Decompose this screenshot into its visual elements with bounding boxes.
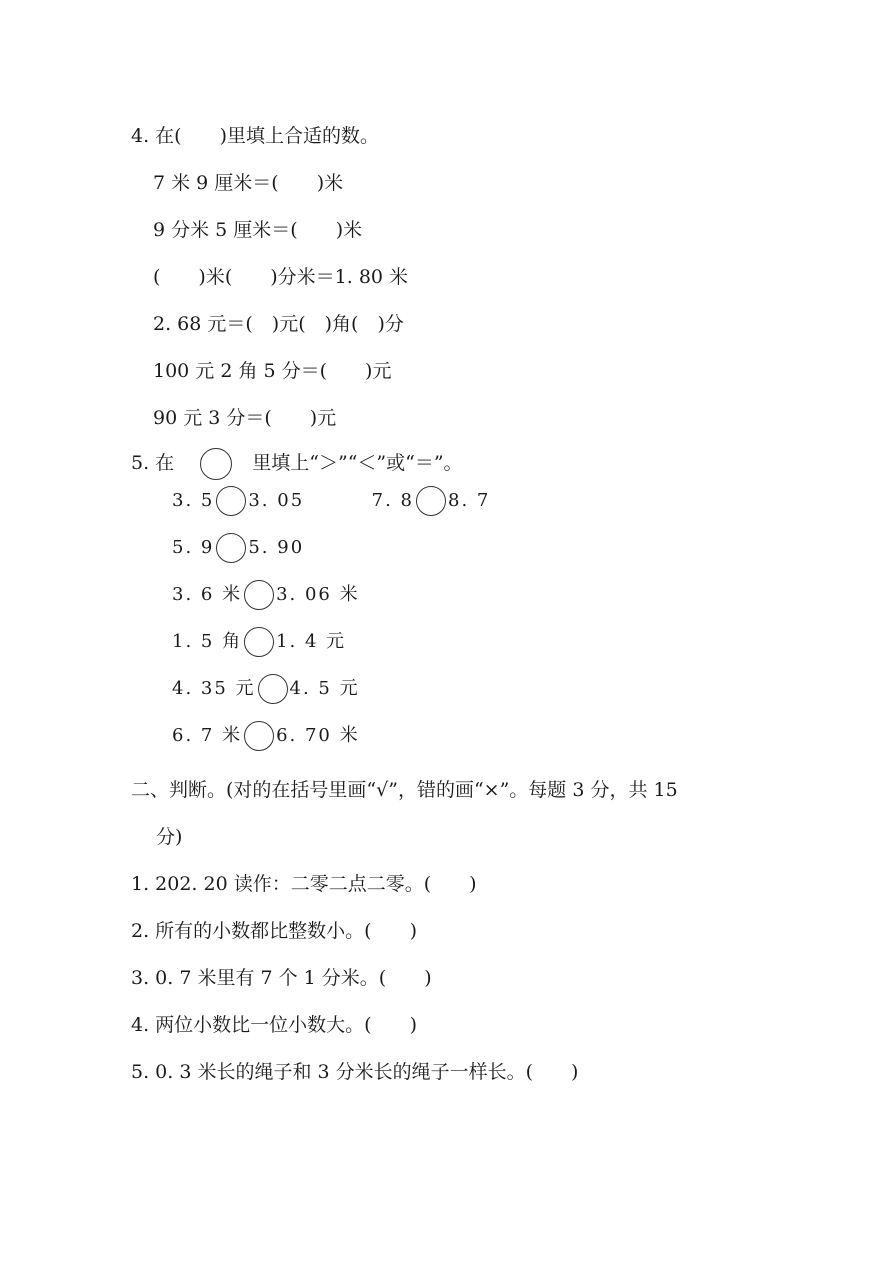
q5-row-2-b: 5. 90 [248,537,305,558]
q4-item-6: 90 元 3 分＝( )元 [153,407,337,429]
q4-item-2: 9 分米 5 厘米＝( )米 [153,219,363,241]
circle-icon [200,448,232,480]
q4-item-4: 2. 68 元＝( )元( )角( )分 [153,313,404,335]
q5-row-2 [172,532,304,564]
q5-row-3 [172,579,360,611]
q5-row-4-b: 1. 4 元 [276,631,347,652]
s2-item-4: 4. 两位小数比一位小数大。( ) [131,1014,417,1036]
section2-title-line2: 分) [156,826,183,848]
compare-circle[interactable] [244,721,274,751]
q5-prefix: 5. 在 [131,452,175,474]
q5-row-1-a2: 7. 8 [371,490,414,511]
q5-row-6-b: 6. 70 米 [276,725,360,746]
compare-circle[interactable] [244,627,274,657]
s2-item-2: 2. 所有的小数都比整数小。( ) [131,920,417,942]
compare-circle[interactable] [216,486,246,516]
compare-circle[interactable] [216,533,246,563]
q4-item-3: ( )米( )分米＝1. 80 米 [153,266,409,288]
q5-row-5 [172,673,360,705]
q5-row-4-a: 1. 5 角 [172,631,243,652]
q5-row-6 [172,720,360,752]
q4-item-1: 7 米 9 厘米＝( )米 [153,172,344,194]
q5-row-1-b2: 8. 7 [448,490,491,511]
q5-row-5-b: 4. 5 元 [289,678,360,699]
compare-circle[interactable] [258,674,288,704]
compare-circle[interactable] [416,486,446,516]
s2-item-5: 5. 0. 3 米长的绳子和 3 分米长的绳子一样长。( ) [131,1061,579,1083]
q5-title [131,446,463,480]
q4-item-5: 100 元 2 角 5 分＝( )元 [153,360,392,382]
q5-row-3-b: 3. 06 米 [276,584,360,605]
q5-row-3-a: 3. 6 米 [172,584,243,605]
q5-row-1-b: 3. 05 [248,490,305,511]
q5-suffix: 里填上“＞”“＜”或“＝”。 [252,452,463,474]
q5-row-4 [172,626,346,658]
s2-item-1: 1. 202. 20 读作：二零二点二零。( ) [131,873,477,895]
q5-row-1-a: 3. 5 [172,490,215,511]
q5-row-5-a: 4. 35 元 [172,678,256,699]
section2-title-line1: 二、判断。(对的在括号里画“√”，错的画“×”。每题 3 分，共 15 [131,779,678,801]
compare-circle[interactable] [244,580,274,610]
q5-row-1 [172,485,490,517]
q5-row-2-a: 5. 9 [172,537,215,558]
q4-title: 4. 在( )里填上合适的数。 [131,125,379,147]
q5-row-6-a: 6. 7 米 [172,725,243,746]
s2-item-3: 3. 0. 7 米里有 7 个 1 分米。( ) [131,967,432,989]
